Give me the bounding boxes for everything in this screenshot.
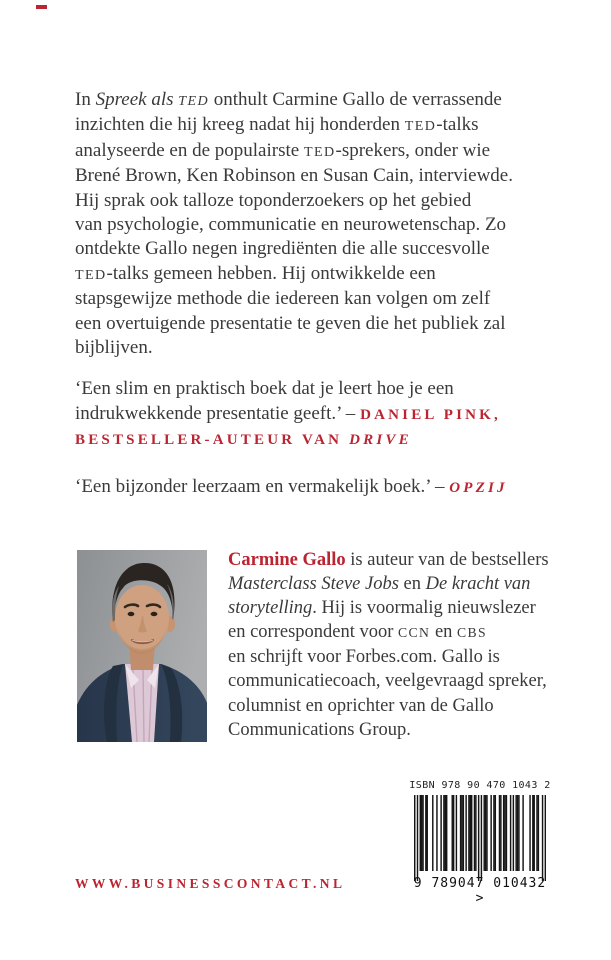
text-line: analyseerde en de populairste TED-sprekers, onder wie bbox=[75, 139, 491, 161]
barcode-block bbox=[406, 780, 554, 906]
text-line: indrukwekkende presentatie geeft.’ – DANIEL PINK, bbox=[75, 402, 501, 424]
author-bio bbox=[228, 548, 549, 742]
text-line: bijblijven. bbox=[75, 337, 153, 359]
endorsement-quote-opzij bbox=[75, 475, 508, 501]
publisher-website: WWW.BUSINESSCONTACT.NL bbox=[75, 876, 346, 891]
text-line: ‘Een slim en praktisch boek dat je leert hoe je een bbox=[75, 378, 454, 399]
text-line: In Spreek als TED onthult Carmine Gallo de verrassende bbox=[75, 89, 502, 110]
text-line: Brené Brown, Ken Robinson en Susan Cain, interviewde. bbox=[75, 165, 513, 187]
text-line: Hij sprak ook talloze toponderzoekers op het gebied bbox=[75, 189, 472, 211]
text-line: Communications Group. bbox=[228, 719, 411, 740]
author-portrait-illustration bbox=[77, 550, 207, 742]
text-line: TED-talks gemeen hebben. Hij ontwikkelde een bbox=[75, 262, 436, 284]
text-line: communicatiecoach, veelgevraagd spreker, bbox=[228, 671, 547, 692]
text-line: Masterclass Steve Jobs en De kracht van bbox=[228, 574, 531, 595]
text-line: columnist en oprichter van de Gallo bbox=[228, 695, 494, 716]
text-line: een overtuigende presentatie te geven die het publiek zal bbox=[75, 312, 506, 334]
red-dash-mark bbox=[36, 5, 47, 9]
barcode-bars bbox=[414, 795, 546, 883]
text-line: ontdekte Gallo negen ingrediënten die alle succesvolle bbox=[75, 238, 490, 260]
text-line: BESTSELLER-AUTEUR VAN DRIVE bbox=[75, 432, 412, 449]
author-photo bbox=[77, 550, 207, 742]
barcode-digits: 9 789047 010432 > bbox=[413, 876, 547, 906]
text-line: stapsgewijze methode die iedereen kan volgen om zelf bbox=[75, 288, 491, 310]
text-line: en schrijft voor Forbes.com. Gallo is bbox=[228, 647, 500, 668]
text-line: inzichten die hij kreeg nadat hij honderden TED-talks bbox=[75, 114, 479, 136]
text-line: ‘Een bijzonder leerzaam en vermakelijk boek.’ – OPZIJ bbox=[75, 476, 508, 497]
text-line: storytelling. Hij is voormalig nieuwslezer bbox=[228, 598, 536, 619]
text-line: en correspondent voor CCN en CBS bbox=[228, 622, 488, 643]
synopsis-paragraph bbox=[75, 88, 513, 360]
isbn-label: ISBN 978 90 470 1043 2 bbox=[409, 780, 551, 791]
text-line: Carmine Gallo is auteur van de bestsellers bbox=[228, 550, 549, 570]
endorsement-quote-daniel-pink bbox=[75, 377, 501, 453]
text-line: van psychologie, communicatie en neurowetenschap. Zo bbox=[75, 214, 507, 236]
